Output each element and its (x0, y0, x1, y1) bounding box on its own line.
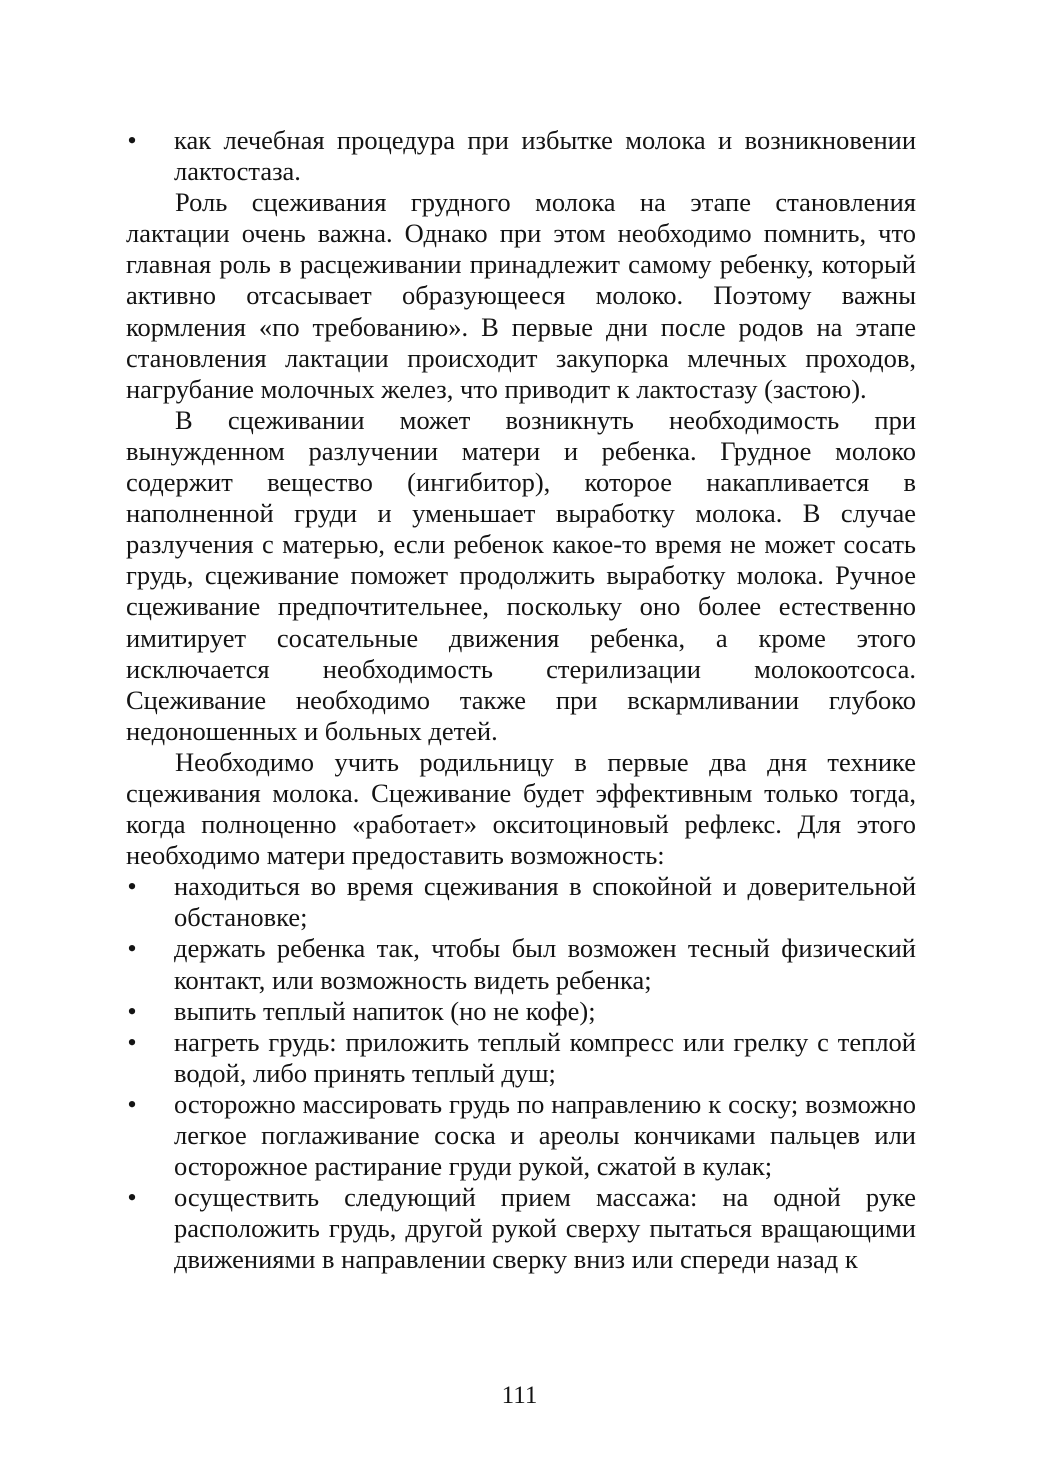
bullet-icon: • (127, 1088, 137, 1119)
list-item (126, 1182, 916, 1275)
paragraph-lactation-role: Роль сцеживания грудного молока на этапе становления лактации очень важна. Однако при этом необходимо помнить, что главная роль в расцеживании принадлежит самому ребенку, который активно отсасывает образующееся молоко. Поэтому важны кормления «по требованию». В первые дни после родов на этапе становления лактации происходит закупорка млечных проходов, нагрубание молочных желез, что приводит к лактостазу (застою). (126, 187, 916, 404)
list-item-text: держать ребенка так, чтобы был возможен тесный физический контакт, или возможность видеть ребенка; (174, 933, 916, 995)
bullet-icon: • (127, 125, 137, 155)
list-item (126, 933, 916, 995)
paragraph-technique: Необходимо учить родильницу в первые два дня технике сцеживания молока. Сцеживание будет эффективным только тогда, когда полноценно «работает» окситоциновый рефлекс. Для этого необходимо матери предоставить возможность: (126, 746, 916, 871)
bullet-icon: • (127, 1182, 137, 1213)
page-number: 111 (501, 1382, 538, 1409)
list-item (126, 871, 916, 933)
bullet-icon: • (127, 871, 137, 902)
body-text (126, 125, 916, 1275)
list-item-text: осторожно массировать грудь по направлению к соску; возможно легкое поглаживание соска и ареолы кончиками пальцев или осторожное растирание груди рукой, сжатой в кулак; (174, 1088, 916, 1182)
bullet-icon: • (127, 933, 137, 964)
list-item-text: как лечебная процедура при избытке молока и возникновении лактостаза. (174, 125, 916, 187)
list-item-text: осуществить следующий прием массажа: на одной руке расположить грудь, другой рукой сверху пытаться вращающими движениями в направлении сверку вниз или спереди назад к (174, 1182, 916, 1275)
list-item-text: находиться во время сцеживания в спокойной и доверительной обстановке; (174, 871, 916, 933)
bullet-icon: • (127, 995, 137, 1026)
list-item-text: нагреть грудь: приложить теплый компресс или грелку с теплой водой, либо принять теплый душ; (174, 1026, 916, 1088)
list-item-text: выпить теплый напиток (но не кофе); (174, 995, 596, 1026)
bullet-icon: • (127, 1026, 137, 1057)
list-item (126, 1089, 916, 1182)
top-bullet-list (126, 125, 916, 187)
list-item (126, 125, 916, 187)
list-item (126, 996, 916, 1027)
conditions-bullet-list (126, 871, 916, 1275)
list-item (126, 1027, 916, 1089)
paragraph-separation: В сцеживании может возникнуть необходимость при вынужденном разлучении матери и ребенка. Грудное молоко содержит вещество (ингибитор), которое накапливается в наполненной груди и уменьшает выработку молока. В случае разлучения с матерью, если ребенок какое-то время не может сосать грудь, сцеживание поможет продолжить выработку молока. Ручное сцеживание предпочтительнее, поскольку оно более естественно имитирует сосательные движения ребенка, а кроме этого исключается необходимость стерилизации молокоотсоса. Сцеживание необходимо также при вскармливании глубоко недоношенных и больных детей. (126, 404, 916, 746)
